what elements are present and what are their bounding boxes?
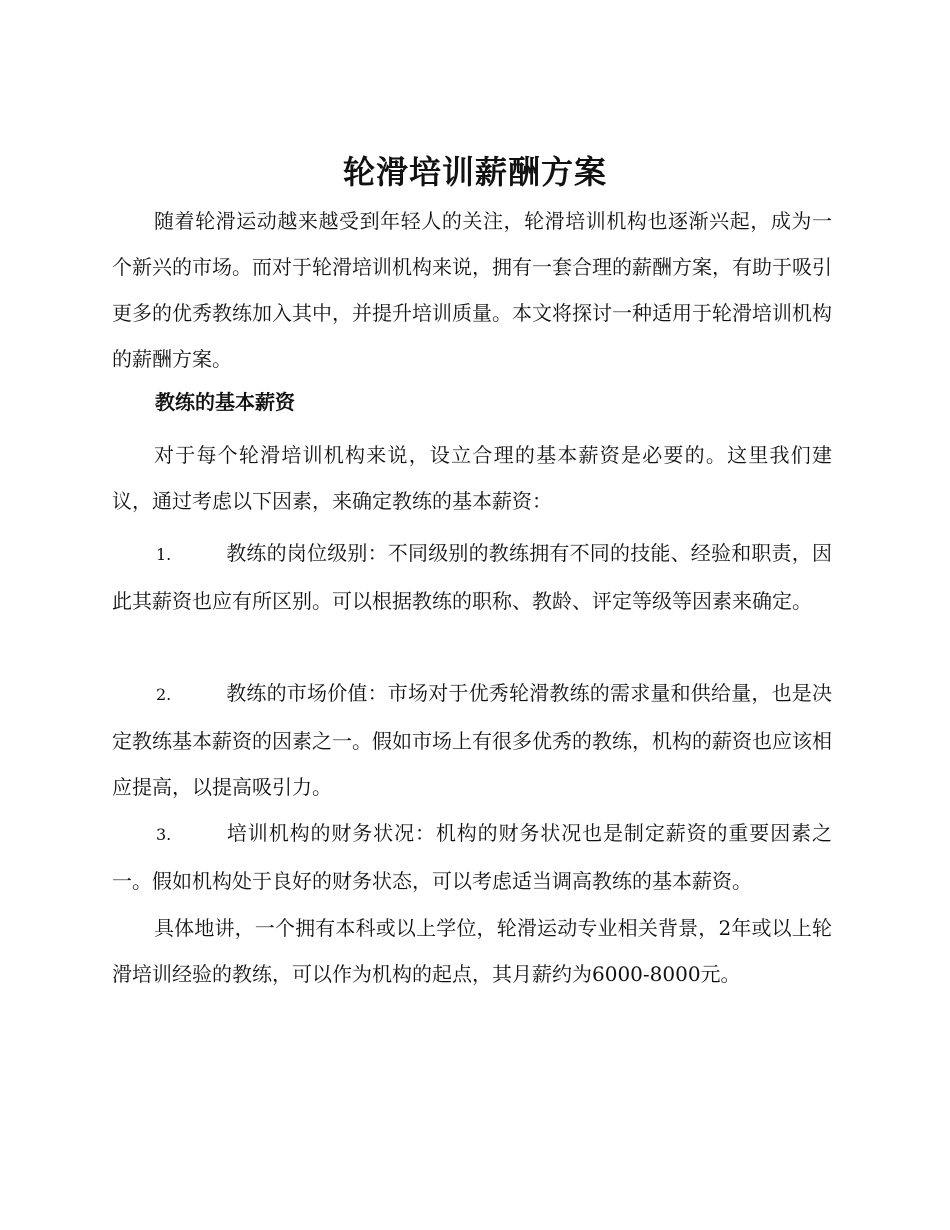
section-intro-paragraph: 对于每个轮滑培训机构来说，设立合理的基本薪资是必要的。这里我们建议，通过考虑以下因素，来确定教练的基本薪资： (112, 443, 832, 513)
list-item (112, 530, 832, 624)
list-item (112, 810, 832, 904)
list-item-text: 教练的市场价值：市场对于优秀轮滑教练的需求量和供给量，也是决定教练基本薪资的因素之一。假如市场上有很多优秀的教练，机构的薪资也应该相应提高，以提高吸引力。 (112, 681, 832, 799)
intro-paragraph: 随着轮滑运动越来越受到年轻人的关注，轮滑培训机构也逐渐兴起，成为一个新兴的市场。而对于轮滑培训机构来说，拥有一套合理的薪酬方案，有助于吸引更多的优秀教练加入其中，并提升培训质量。本文将探讨一种适用于轮滑培训机构的薪酬方案。 (112, 209, 832, 371)
list-item-number: 1. (156, 545, 172, 564)
list-item-number: 3. (156, 825, 172, 844)
list-item (112, 670, 832, 810)
closing-paragraph: 具体地讲，一个拥有本科或以上学位，轮滑运动专业相关背景，2年或以上轮滑培训经验的教练，可以作为机构的起点，其月薪约为6000-8000元。 (112, 916, 832, 986)
list-item-text: 教练的岗位级别：不同级别的教练拥有不同的技能、经验和职责，因此其薪资也应有所区别。可以根据教练的职称、教龄、评定等级等因素来确定。 (112, 541, 832, 613)
list-item-number: 2. (156, 685, 172, 704)
section-heading: 教练的基本薪资 (155, 390, 295, 414)
document-title: 轮滑培训薪酬方案 (342, 153, 607, 191)
list-item-text: 培训机构的财务状况：机构的财务状况也是制定薪资的重要因素之一。假如机构处于良好的财务状态，可以考虑适当调高教练的基本薪资。 (112, 821, 832, 893)
